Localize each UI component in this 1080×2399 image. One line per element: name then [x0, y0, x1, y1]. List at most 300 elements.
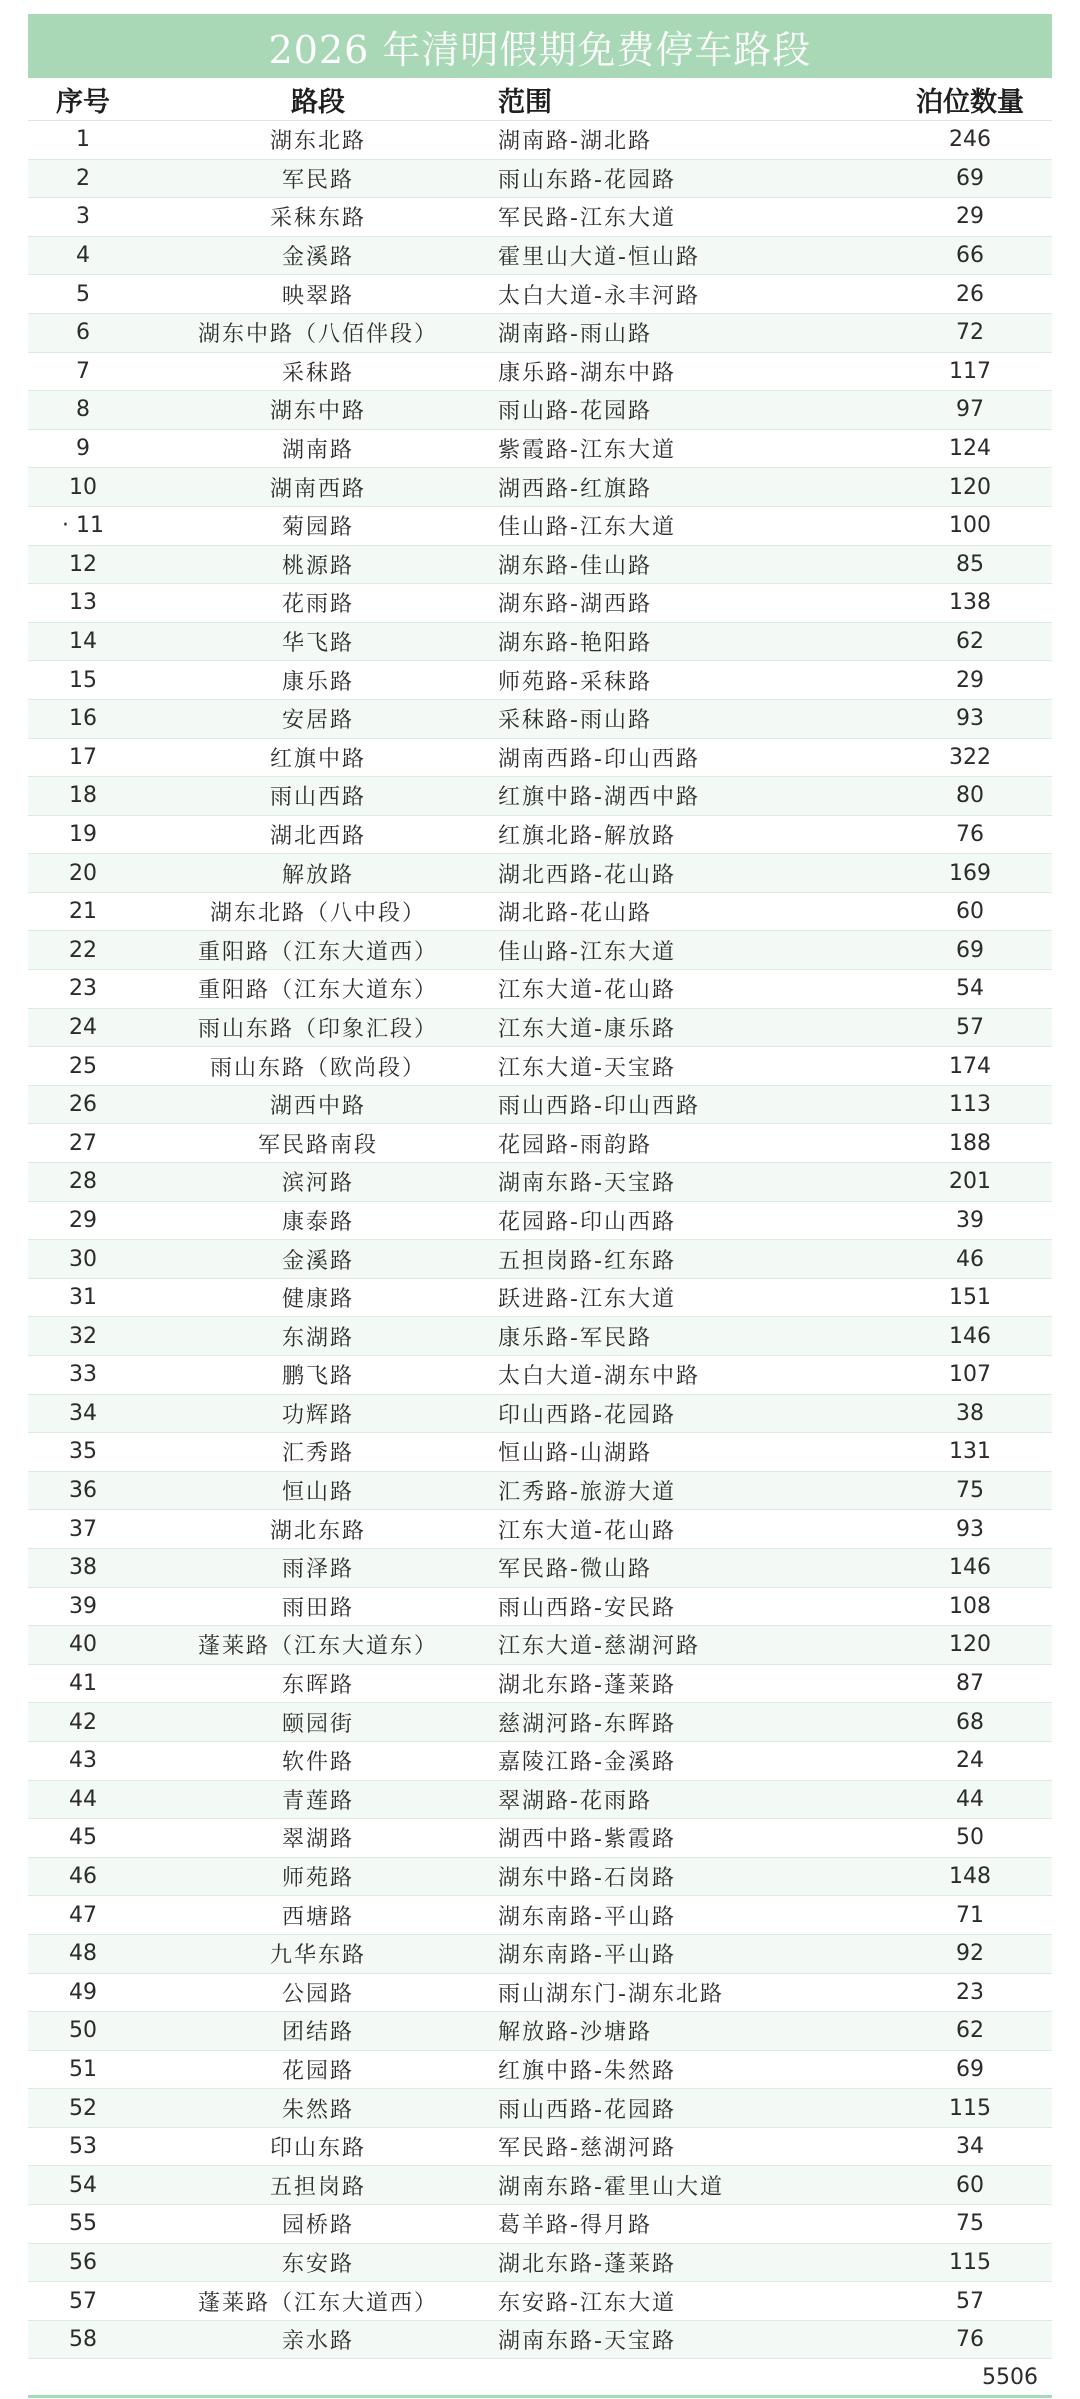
row-road: 雨泽路 — [281, 1557, 354, 1583]
row-range: 佳山路-江东大道 — [498, 515, 676, 541]
row-range: 解放路-沙塘路 — [498, 2020, 652, 2046]
table-row — [28, 1356, 1052, 1395]
row-road: 花园路 — [281, 2058, 354, 2084]
table-row — [28, 1549, 1052, 1588]
table-row — [28, 237, 1052, 276]
row-range: 花园路-雨韵路 — [498, 1132, 652, 1158]
table-row — [28, 2282, 1052, 2321]
row-count: 54 — [956, 976, 984, 1002]
row-road: 安居路 — [281, 708, 354, 734]
row-road: 亲水路 — [281, 2329, 354, 2355]
row-range: 佳山路-江东大道 — [498, 939, 676, 965]
row-range: 湖南东路-天宝路 — [498, 2329, 676, 2355]
row-count: 71 — [956, 1902, 984, 1928]
header-count: 泊位数量 — [916, 86, 1024, 118]
row-road: 雨山东路（欧尚段） — [209, 1055, 426, 1081]
row-road: 恒山路 — [281, 1480, 354, 1506]
row-count: 87 — [956, 1671, 984, 1697]
row-no: 46 — [69, 1864, 97, 1890]
row-range: 雨山西路-印山西路 — [498, 1094, 700, 1120]
table-row — [28, 1858, 1052, 1897]
row-no: 58 — [69, 2327, 97, 2353]
row-count: 62 — [956, 2018, 984, 2044]
row-no: 3 — [76, 204, 90, 230]
row-range: 红旗中路-朱然路 — [498, 2058, 676, 2084]
row-no: 47 — [69, 1902, 97, 1928]
table-row — [28, 314, 1052, 353]
row-road: 青莲路 — [281, 1788, 354, 1814]
table-row — [28, 2128, 1052, 2167]
row-count: 124 — [949, 436, 991, 462]
row-no: 5 — [76, 281, 90, 307]
row-road: 桃源路 — [281, 553, 354, 579]
parking-table — [28, 14, 1052, 2398]
row-no: 18 — [69, 783, 97, 809]
row-range: 湖东中路-石岗路 — [498, 1866, 676, 1892]
row-road: 鹏飞路 — [281, 1364, 354, 1390]
row-no: · 11 — [62, 513, 104, 539]
row-count: 117 — [949, 358, 991, 384]
table-row — [28, 1202, 1052, 1241]
row-count: 92 — [956, 1941, 984, 1967]
table-row — [28, 2089, 1052, 2128]
row-range: 湖东路-佳山路 — [498, 553, 652, 579]
row-range: 江东大道-康乐路 — [498, 1016, 676, 1042]
row-count: 44 — [956, 1786, 984, 1812]
row-no: 33 — [69, 1362, 97, 1388]
total-count: 5506 — [982, 2364, 1038, 2390]
row-range: 湖东路-艳阳路 — [498, 631, 652, 657]
row-no: 17 — [69, 744, 97, 770]
row-range: 翠湖路-花雨路 — [498, 1788, 652, 1814]
row-range: 湖南路-雨山路 — [498, 322, 652, 348]
row-count: 57 — [956, 2288, 984, 2314]
table-row — [28, 160, 1052, 199]
table-row — [28, 507, 1052, 546]
row-no: 4 — [76, 243, 90, 269]
row-road: 湖北西路 — [269, 823, 366, 849]
table-row — [28, 854, 1052, 893]
table-row — [28, 584, 1052, 623]
row-road: 重阳路（江东大道西） — [197, 939, 438, 965]
row-count: 100 — [949, 513, 991, 539]
row-range: 太白大道-湖东中路 — [498, 1364, 700, 1390]
row-road: 采秣东路 — [269, 206, 366, 232]
table-row — [28, 1047, 1052, 1086]
row-count: 115 — [949, 2095, 991, 2121]
table-row — [28, 700, 1052, 739]
row-road: 软件路 — [281, 1750, 354, 1776]
row-range: 雨山东路-花园路 — [498, 167, 676, 193]
row-count: 120 — [949, 474, 991, 500]
row-range: 湖北西路-花山路 — [498, 862, 676, 888]
table-row — [28, 931, 1052, 970]
row-range: 雨山湖东门-湖东北路 — [498, 1981, 724, 2007]
row-count: 60 — [956, 899, 984, 925]
table-row — [28, 1279, 1052, 1318]
row-road: 金溪路 — [281, 1248, 354, 1274]
row-count: 131 — [949, 1439, 991, 1465]
row-range: 汇秀路-旅游大道 — [498, 1480, 676, 1506]
row-road: 映翠路 — [281, 283, 354, 309]
row-road: 公园路 — [281, 1981, 354, 2007]
row-road: 红旗中路 — [269, 746, 366, 772]
row-range: 印山西路-花园路 — [498, 1402, 676, 1428]
table-row — [28, 623, 1052, 662]
row-range: 师苑路-采秣路 — [498, 669, 652, 695]
row-road: 蓬莱路（江东大道西） — [197, 2290, 438, 2316]
row-no: 8 — [76, 397, 90, 423]
row-range: 江东大道-花山路 — [498, 978, 676, 1004]
row-range: 葛羊路-得月路 — [498, 2213, 652, 2239]
row-range: 军民路-微山路 — [498, 1557, 652, 1583]
total-row — [28, 2359, 1052, 2398]
table-row — [28, 1240, 1052, 1279]
row-count: 60 — [956, 2172, 984, 2198]
row-road: 翠湖路 — [281, 1827, 354, 1853]
row-no: 32 — [69, 1323, 97, 1349]
row-no: 50 — [69, 2018, 97, 2044]
row-road: 湖北东路 — [269, 1518, 366, 1544]
header-road: 路段 — [291, 86, 345, 118]
row-no: 12 — [69, 551, 97, 577]
row-no: 29 — [69, 1207, 97, 1233]
row-range: 湖北路-花山路 — [498, 901, 652, 927]
row-range: 跃进路-江东大道 — [498, 1287, 676, 1313]
row-road: 康泰路 — [281, 1209, 354, 1235]
table-row — [28, 546, 1052, 585]
row-no: 15 — [69, 667, 97, 693]
row-no: 25 — [69, 1053, 97, 1079]
row-no: 55 — [69, 2211, 97, 2237]
row-no: 14 — [69, 629, 97, 655]
row-range: 康乐路-军民路 — [498, 1325, 652, 1351]
row-no: 24 — [69, 1014, 97, 1040]
row-no: 35 — [69, 1439, 97, 1465]
row-road: 采秣路 — [281, 360, 354, 386]
row-count: 62 — [956, 629, 984, 655]
row-count: 108 — [949, 1593, 991, 1619]
table-row — [28, 1588, 1052, 1627]
row-road: 湖东中路 — [269, 399, 366, 425]
table-row — [28, 1742, 1052, 1781]
row-count: 169 — [949, 860, 991, 886]
table-row — [28, 1510, 1052, 1549]
row-road: 雨山东路（印象汇段） — [197, 1016, 438, 1042]
row-count: 188 — [949, 1130, 991, 1156]
row-no: 53 — [69, 2134, 97, 2160]
row-road: 滨河路 — [281, 1171, 354, 1197]
row-range: 湖东路-湖西路 — [498, 592, 652, 618]
row-range: 恒山路-山湖路 — [498, 1441, 652, 1467]
row-count: 201 — [949, 1169, 991, 1195]
row-range: 采秣路-雨山路 — [498, 708, 652, 734]
row-range: 湖西中路-紫霞路 — [498, 1827, 676, 1853]
row-range: 军民路-江东大道 — [498, 206, 676, 232]
header-no: 序号 — [56, 86, 110, 118]
row-range: 江东大道-花山路 — [498, 1518, 676, 1544]
row-no: 54 — [69, 2172, 97, 2198]
row-range: 湖西路-红旗路 — [498, 476, 652, 502]
table-row — [28, 1781, 1052, 1820]
row-range: 湖南西路-印山西路 — [498, 746, 700, 772]
row-road: 颐园街 — [281, 1711, 354, 1737]
row-road: 九华东路 — [269, 1943, 366, 1969]
row-range: 湖东南路-平山路 — [498, 1904, 676, 1930]
row-no: 43 — [69, 1748, 97, 1774]
row-range: 湖北东路-蓬莱路 — [498, 2251, 676, 2277]
row-range: 慈湖河路-东晖路 — [498, 1711, 676, 1737]
row-road: 东安路 — [281, 2251, 354, 2277]
row-road: 解放路 — [281, 862, 354, 888]
table-header — [28, 78, 1052, 121]
table-row — [28, 1317, 1052, 1356]
row-count: 66 — [956, 243, 984, 269]
row-road: 花雨路 — [281, 592, 354, 618]
row-road: 湖西中路 — [269, 1094, 366, 1120]
row-road: 湖南路 — [281, 438, 354, 464]
row-no: 10 — [69, 474, 97, 500]
row-range: 湖南东路-天宝路 — [498, 1171, 676, 1197]
row-count: 38 — [956, 1400, 984, 1426]
row-range: 东安路-江东大道 — [498, 2290, 676, 2316]
row-road: 军民路南段 — [257, 1132, 378, 1158]
row-road: 军民路 — [281, 167, 354, 193]
table-row — [28, 1974, 1052, 2013]
table-row — [28, 739, 1052, 778]
row-road: 雨田路 — [281, 1595, 354, 1621]
row-road: 湖东北路（八中段） — [209, 901, 426, 927]
row-no: 49 — [69, 1979, 97, 2005]
row-road: 蓬莱路（江东大道东） — [197, 1634, 438, 1660]
row-no: 37 — [69, 1516, 97, 1542]
row-no: 39 — [69, 1593, 97, 1619]
row-count: 93 — [956, 706, 984, 732]
row-road: 园桥路 — [281, 2213, 354, 2239]
row-count: 75 — [956, 2211, 984, 2237]
row-count: 57 — [956, 1014, 984, 1040]
table-row — [28, 1626, 1052, 1665]
row-no: 38 — [69, 1555, 97, 1581]
row-count: 75 — [956, 1478, 984, 1504]
table-title: 2026 年清明假期免费停车路段 — [28, 14, 1052, 78]
row-road: 重阳路（江东大道东） — [197, 978, 438, 1004]
table-row — [28, 1124, 1052, 1163]
table-row — [28, 1433, 1052, 1472]
row-no: 41 — [69, 1671, 97, 1697]
row-no: 27 — [69, 1130, 97, 1156]
row-road: 西塘路 — [281, 1904, 354, 1930]
row-road: 雨山西路 — [269, 785, 366, 811]
row-no: 30 — [69, 1246, 97, 1272]
row-count: 26 — [956, 281, 984, 307]
row-no: 22 — [69, 937, 97, 963]
row-range: 紫霞路-江东大道 — [498, 438, 676, 464]
table-row — [28, 1472, 1052, 1511]
row-road: 东湖路 — [281, 1325, 354, 1351]
row-range: 霍里山大道-恒山路 — [498, 245, 700, 271]
row-count: 148 — [949, 1864, 991, 1890]
table-row — [28, 1395, 1052, 1434]
table-body — [28, 121, 1052, 2359]
table-row — [28, 275, 1052, 314]
row-no: 51 — [69, 2056, 97, 2082]
row-count: 76 — [956, 2327, 984, 2353]
row-no: 42 — [69, 1709, 97, 1735]
row-count: 146 — [949, 1323, 991, 1349]
row-road: 湖南西路 — [269, 476, 366, 502]
row-count: 322 — [949, 744, 991, 770]
row-no: 6 — [76, 320, 90, 346]
row-no: 23 — [69, 976, 97, 1002]
table-row — [28, 661, 1052, 700]
row-count: 115 — [949, 2249, 991, 2275]
table-row — [28, 2166, 1052, 2205]
row-range: 雨山西路-安民路 — [498, 1595, 676, 1621]
row-count: 69 — [956, 165, 984, 191]
row-range: 江东大道-天宝路 — [498, 1055, 676, 1081]
row-road: 健康路 — [281, 1287, 354, 1313]
row-count: 24 — [956, 1748, 984, 1774]
row-range: 康乐路-湖东中路 — [498, 360, 676, 386]
row-count: 138 — [949, 590, 991, 616]
row-no: 45 — [69, 1825, 97, 1851]
row-range: 湖南东路-霍里山大道 — [498, 2174, 724, 2200]
row-road: 湖东北路 — [269, 129, 366, 155]
table-row — [28, 391, 1052, 430]
table-row — [28, 1665, 1052, 1704]
header-range: 范围 — [498, 86, 552, 118]
row-range: 五担岗路-红东路 — [498, 1248, 676, 1274]
table-row — [28, 1819, 1052, 1858]
table-row — [28, 2205, 1052, 2244]
table-row — [28, 1163, 1052, 1202]
table-row — [28, 970, 1052, 1009]
row-count: 80 — [956, 783, 984, 809]
row-road: 菊园路 — [281, 515, 354, 541]
row-no: 34 — [69, 1400, 97, 1426]
row-count: 107 — [949, 1362, 991, 1388]
row-no: 19 — [69, 821, 97, 847]
row-range: 湖东南路-平山路 — [498, 1943, 676, 1969]
table-row — [28, 2244, 1052, 2283]
row-road: 师苑路 — [281, 1866, 354, 1892]
row-no: 26 — [69, 1092, 97, 1118]
row-count: 174 — [949, 1053, 991, 1079]
row-no: 28 — [69, 1169, 97, 1195]
row-no: 40 — [69, 1632, 97, 1658]
row-no: 56 — [69, 2249, 97, 2275]
row-count: 46 — [956, 1246, 984, 1272]
row-road: 功辉路 — [281, 1402, 354, 1428]
row-no: 21 — [69, 899, 97, 925]
row-no: 52 — [69, 2095, 97, 2121]
row-no: 44 — [69, 1786, 97, 1812]
row-range: 雨山西路-花园路 — [498, 2097, 676, 2123]
row-road: 汇秀路 — [281, 1441, 354, 1467]
table-row — [28, 1935, 1052, 1974]
row-no: 16 — [69, 706, 97, 732]
row-count: 29 — [956, 204, 984, 230]
row-no: 57 — [69, 2288, 97, 2314]
row-no: 20 — [69, 860, 97, 886]
row-range: 湖南路-湖北路 — [498, 129, 652, 155]
table-row — [28, 1009, 1052, 1048]
row-road: 朱然路 — [281, 2097, 354, 2123]
row-count: 120 — [949, 1632, 991, 1658]
row-range: 嘉陵江路-金溪路 — [498, 1750, 676, 1776]
row-no: 2 — [76, 165, 90, 191]
row-no: 31 — [69, 1285, 97, 1311]
row-range: 太白大道-永丰河路 — [498, 283, 700, 309]
table-row — [28, 2051, 1052, 2090]
row-count: 76 — [956, 821, 984, 847]
table-row — [28, 2012, 1052, 2051]
row-count: 97 — [956, 397, 984, 423]
row-range: 军民路-慈湖河路 — [498, 2136, 676, 2162]
table-row — [28, 1703, 1052, 1742]
row-range: 红旗中路-湖西中路 — [498, 785, 700, 811]
row-count: 113 — [949, 1092, 991, 1118]
row-count: 69 — [956, 2056, 984, 2082]
table-row — [28, 893, 1052, 932]
row-count: 34 — [956, 2134, 984, 2160]
row-range: 湖北东路-蓬莱路 — [498, 1673, 676, 1699]
row-count: 69 — [956, 937, 984, 963]
row-count: 23 — [956, 1979, 984, 2005]
row-road: 东晖路 — [281, 1673, 354, 1699]
row-count: 39 — [956, 1207, 984, 1233]
table-row — [28, 2321, 1052, 2360]
row-count: 68 — [956, 1709, 984, 1735]
table-row — [28, 816, 1052, 855]
row-count: 146 — [949, 1555, 991, 1581]
row-no: 48 — [69, 1941, 97, 1967]
row-road: 金溪路 — [281, 245, 354, 271]
table-row — [28, 430, 1052, 469]
row-count: 72 — [956, 320, 984, 346]
table-row — [28, 121, 1052, 160]
row-road: 华飞路 — [281, 631, 354, 657]
row-road: 团结路 — [281, 2020, 354, 2046]
row-range: 红旗北路-解放路 — [498, 823, 676, 849]
row-count: 29 — [956, 667, 984, 693]
table-row — [28, 198, 1052, 237]
row-no: 1 — [76, 127, 90, 153]
row-range: 花园路-印山西路 — [498, 1209, 676, 1235]
row-no: 36 — [69, 1478, 97, 1504]
row-range: 雨山路-花园路 — [498, 399, 652, 425]
table-row — [28, 353, 1052, 392]
row-road: 康乐路 — [281, 669, 354, 695]
row-no: 7 — [76, 358, 90, 384]
row-no: 13 — [69, 590, 97, 616]
row-count: 50 — [956, 1825, 984, 1851]
row-count: 151 — [949, 1285, 991, 1311]
row-count: 85 — [956, 551, 984, 577]
row-count: 246 — [949, 127, 991, 153]
table-row — [28, 777, 1052, 816]
table-row — [28, 468, 1052, 507]
row-road: 印山东路 — [269, 2136, 366, 2162]
row-no: 9 — [76, 436, 90, 462]
row-range: 江东大道-慈湖河路 — [498, 1634, 700, 1660]
row-road: 湖东中路（八佰伴段） — [197, 322, 438, 348]
row-count: 93 — [956, 1516, 984, 1542]
table-row — [28, 1896, 1052, 1935]
row-road: 五担岗路 — [269, 2174, 366, 2200]
table-row — [28, 1086, 1052, 1125]
